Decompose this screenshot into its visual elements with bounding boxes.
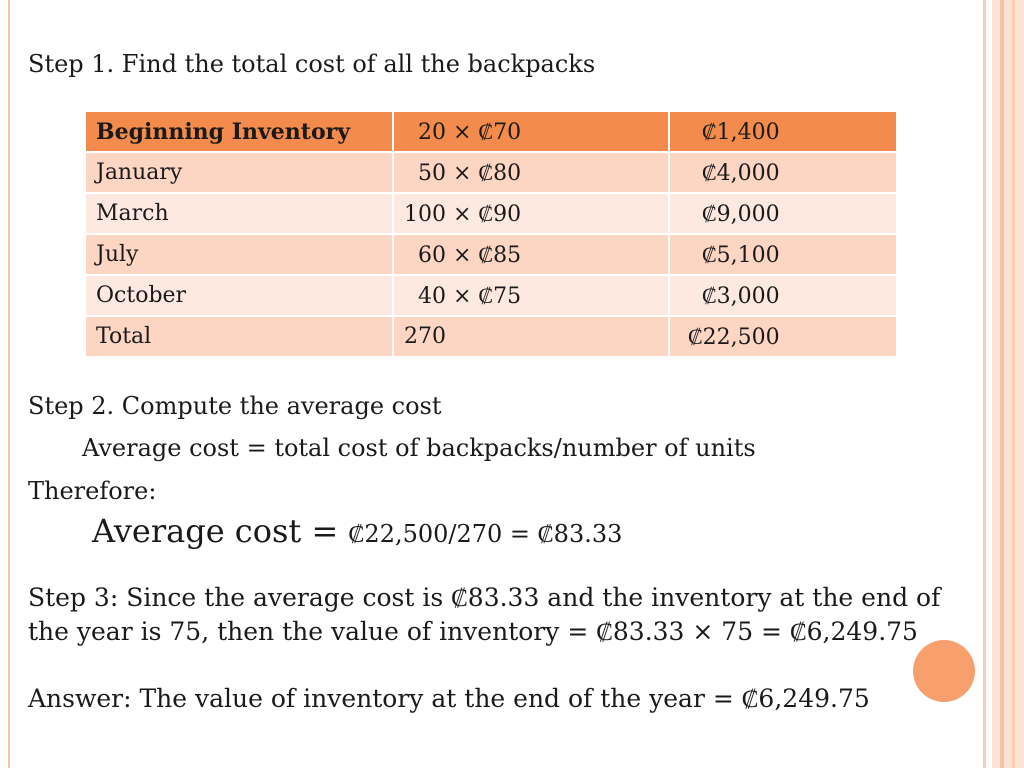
cost-text: ₡4,000 — [702, 160, 780, 186]
row-label: July — [86, 235, 394, 276]
average-cost-definition: Average cost = total cost of backpacks/number of units — [82, 434, 756, 462]
row-label: October — [86, 276, 394, 317]
step1-heading: Step 1. Find the total cost of all the backpacks — [28, 50, 596, 78]
row-cost — [670, 194, 898, 235]
cost-text: ₡22,500 — [688, 324, 780, 350]
table-row — [86, 153, 898, 194]
row-label: January — [86, 153, 394, 194]
cost-text: ₡9,000 — [702, 201, 780, 227]
row-label: Total — [86, 317, 394, 358]
table-row — [86, 194, 898, 235]
step3-line2: the year is 75, then the value of inventory = ₡83.33 × 75 = ₡6,249.75 — [28, 617, 918, 646]
row-calc — [394, 317, 670, 358]
row-cost — [670, 112, 898, 153]
row-calc — [394, 276, 670, 317]
calc-text: 270 — [404, 324, 446, 349]
row-calc — [394, 194, 670, 235]
calc-text: 20 × ₡70 — [418, 119, 522, 145]
therefore-label: Therefore: — [28, 477, 157, 505]
right-frame-band — [992, 0, 1024, 768]
right-frame-line — [1000, 0, 1004, 768]
right-frame-line — [1012, 0, 1015, 768]
answer-text: Answer: The value of inventory at the end of the year = ₡6,249.75 — [28, 684, 870, 713]
cost-text: ₡3,000 — [702, 283, 780, 309]
table-row — [86, 112, 898, 153]
row-calc — [394, 112, 670, 153]
calc-text: 100 × ₡90 — [404, 201, 522, 227]
calc-text: 50 × ₡80 — [418, 160, 522, 186]
average-cost-label: Average cost = — [92, 512, 349, 550]
decorative-circle — [913, 640, 975, 702]
row-label: March — [86, 194, 394, 235]
right-frame-line — [983, 0, 986, 768]
row-cost — [670, 235, 898, 276]
calc-text: 60 × ₡85 — [418, 242, 522, 268]
average-cost-calculation — [92, 512, 622, 550]
row-calc — [394, 235, 670, 276]
table-row-total — [86, 317, 898, 358]
average-cost-value: ₡22,500/270 = ₡83.33 — [348, 520, 623, 548]
inventory-table — [86, 112, 898, 358]
table-row — [86, 276, 898, 317]
cost-text: ₡1,400 — [702, 119, 780, 145]
row-label: Beginning Inventory — [86, 112, 394, 153]
row-cost — [670, 153, 898, 194]
row-cost — [670, 276, 898, 317]
cost-text: ₡5,100 — [702, 242, 780, 268]
table-row — [86, 235, 898, 276]
row-cost — [670, 317, 898, 358]
step3-line1: Step 3: Since the average cost is ₡83.33 and the inventory at the end of — [28, 583, 941, 612]
left-frame-line — [8, 0, 10, 768]
row-calc — [394, 153, 670, 194]
step2-heading: Step 2. Compute the average cost — [28, 392, 442, 420]
calc-text: 40 × ₡75 — [418, 283, 522, 309]
